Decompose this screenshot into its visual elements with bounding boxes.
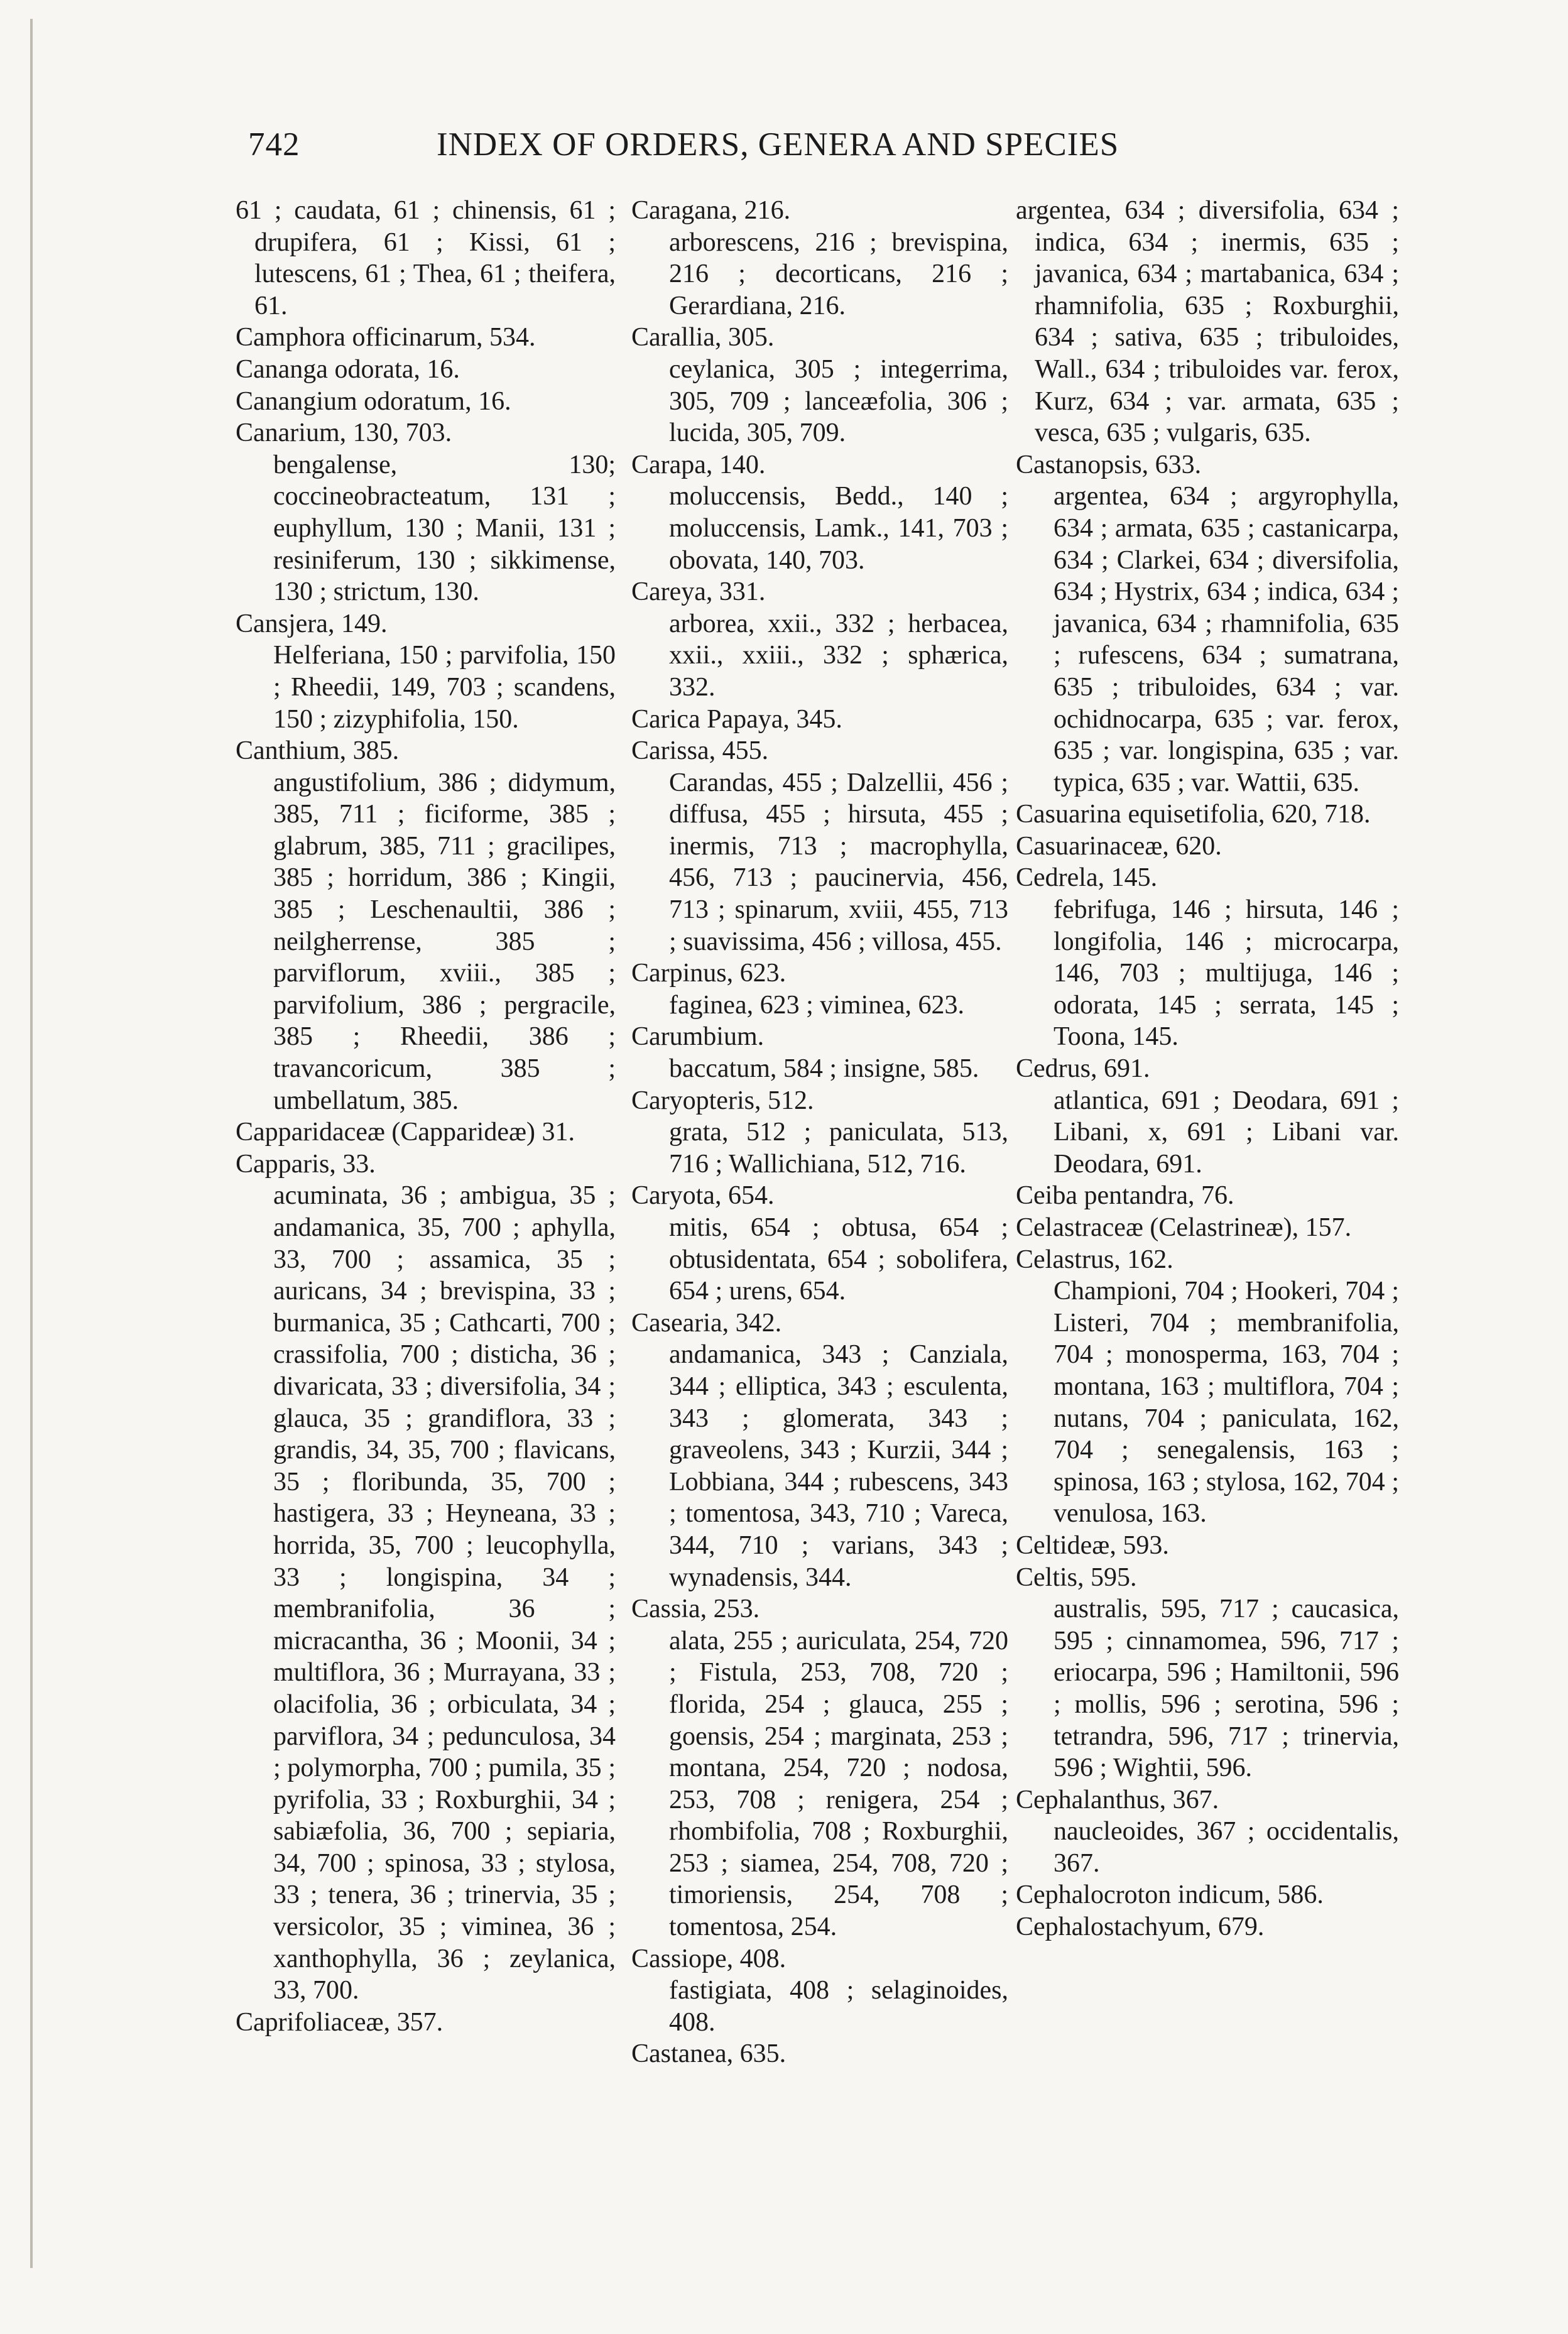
- index-entry: [1016, 831, 1399, 863]
- index-entry-head: Caragana, 216.: [631, 196, 791, 225]
- index-entry: [631, 449, 1008, 576]
- index-entry-head: Cedrela, 145.: [1016, 863, 1158, 893]
- index-entry: [1016, 1879, 1399, 1911]
- index-entry: [236, 417, 616, 608]
- index-entry: [1016, 1911, 1399, 1943]
- index-entry: [1016, 195, 1399, 449]
- index-entry: [236, 354, 616, 386]
- index-entry-subentries: arborea, xxii., 332 ; herbacea, xxii., xxiii., 332 ; sphærica, 332.: [669, 609, 1008, 702]
- index-entry-subentries: moluccensis, Bedd., 140 ; moluccensis, Lamk., 141, 703 ; obovata, 140, 703.: [669, 482, 1008, 575]
- index-entry-head: Celastrus, 162.: [1016, 1245, 1173, 1274]
- index-entry-head: Celastraceæ (Celastrineæ), 157.: [1016, 1213, 1352, 1242]
- index-entry-head: Carallia, 305.: [631, 323, 775, 352]
- index-entry-subentries: alata, 255 ; auriculata, 254, 720 ; Fistula, 253, 708, 720 ; florida, 254 ; glauca, 255 ; goensis, 254 ; marginata, 253 ; montana, 254, 720 ; nodosa, 253, 708 ; renigera, 254 ; rhombifolia, 708 ; Roxburghii, 253 ; siamea, 254, 708, 720 ; timoriensis, 254, 708 ; tomentosa, 254.: [669, 1626, 1008, 1942]
- index-entry-head: Carumbium.: [631, 1022, 765, 1052]
- index-entry-head: Cassiope, 408.: [631, 1944, 787, 1973]
- index-entry: [1016, 1784, 1399, 1880]
- index-entry-head: Cephalocroton indicum, 586.: [1016, 1880, 1324, 1910]
- index-entry-head: Capparidaceæ (Capparideæ) 31.: [236, 1118, 575, 1147]
- index-entry-subentries: febrifuga, 146 ; hirsuta, 146 ; longifolia, 146 ; microcarpa, 146, 703 ; multijuga, 146 ; odorata, 145 ; serrata, 145 ; Toona, 145.: [1054, 895, 1399, 1052]
- index-entry-head: Carapa, 140.: [631, 450, 766, 479]
- index-entry: [1016, 449, 1399, 799]
- page-title: INDEX OF ORDERS, GENERA AND SPECIES: [437, 126, 1119, 163]
- index-entry: [236, 322, 616, 354]
- index-entry-head: Casuarina equisetifolia, 620, 718.: [1016, 800, 1371, 829]
- page-number: 742: [248, 126, 300, 163]
- index-entry-head: Caryopteris, 512.: [631, 1086, 814, 1115]
- index-entry: [236, 2007, 616, 2039]
- index-entry: [631, 2038, 1008, 2070]
- index-entry-head: Cananga odorata, 16.: [236, 354, 460, 384]
- index-entry: [631, 195, 1008, 322]
- index-entry-subentries: australis, 595, 717 ; caucasica, 595 ; cinnamomea, 596, 717 ; eriocarpa, 596 ; Hamiltonii, 596 ; mollis, 596 ; serotina, 596 ; tetrandra, 596, 717 ; trinervia, 596 ; Wightii, 596.: [1054, 1595, 1399, 1783]
- index-entry-head: Canangium odoratum, 16.: [236, 386, 511, 416]
- index-entry-continuation: 61 ; caudata, 61 ; chinensis, 61 ; drupifera, 61 ; Kissi, 61 ; lutescens, 61 ; Thea, 61 ; theifera, 61.: [236, 196, 616, 320]
- index-entry: [631, 322, 1008, 449]
- index-entry: [631, 576, 1008, 703]
- index-entry-subentries: bengalense, 130; coccineobracteatum, 131 ; euphyllum, 130 ; Manii, 131 ; resiniferum, 130 ; sikkimense, 130 ; strictum, 130.: [273, 450, 616, 607]
- index-entry-head: Cephalanthus, 367.: [1016, 1785, 1219, 1814]
- index-entry-head: Carissa, 455.: [631, 736, 769, 766]
- index-entry: [236, 386, 616, 418]
- index-entry: [236, 1116, 616, 1148]
- index-entry-head: Carica Papaya, 345.: [631, 704, 842, 734]
- index-entry: [236, 735, 616, 1116]
- index-entry-subentries: acuminata, 36 ; ambigua, 35 ; andamanica, 35, 700 ; aphylla, 33, 700 ; assamica, 35 ; auricans, 34 ; brevispina, 33 ; burmanica, 35 ; Cathcarti, 700 ; crassifolia, 700 ; disticha, 36 ; divaricata, 33 ; diversifolia, 34 ; glauca, 35 ; grandiflora, 33 ; grandis, 34, 35, 700 ; flavicans, 35 ; floribunda, 35, 700 ; hastigera, 33 ; Heyneana, 33 ; horrida, 35, 700 ; leucophylla, 33 ; longispina, 34 ; membranifolia, 36 ; micracantha, 36 ; Moonii, 34 ; multiflora, 36 ; Murrayana, 33 ; olacifolia, 36 ; orbiculata, 34 ; parviflora, 34 ; pedunculosa, 34 ; polymorpha, 700 ; pumila, 35 ; pyrifolia, 33 ; Roxburghii, 34 ; sabiæfolia, 36, 700 ; sepiaria, 34, 700 ; spinosa, 33 ; stylosa, 33 ; tenera, 36 ; trinervia, 35 ; versicolor, 35 ; viminea, 36 ; xanthophylla, 36 ; zeylanica, 33, 700.: [273, 1181, 616, 2005]
- index-entry: [631, 1180, 1008, 1307]
- index-entry: [631, 1593, 1008, 1943]
- index-entry-head: Ceiba pentandra, 76.: [1016, 1181, 1234, 1211]
- index-entry: [631, 704, 1008, 736]
- index-entry-subentries: Championi, 704 ; Hookeri, 704 ; Listeri, 704 ; membranifolia, 704 ; monosperma, 163, 704 ; montana, 163 ; multiflora, 704 ; nutans, 704 ; paniculata, 162, 704 ; senegalensis, 163 ; spinosa, 163 ; stylosa, 162, 704 ; venulosa, 163.: [1054, 1277, 1399, 1529]
- index-entry-subentries: naucleoides, 367 ; occidentalis, 367.: [1054, 1817, 1399, 1878]
- index-entry: [1016, 1530, 1399, 1562]
- index-entry-subentries: andamanica, 343 ; Canziala, 344 ; elliptica, 343 ; esculenta, 343 ; glomerata, 343 ; graveolens, 343 ; Kurzii, 344 ; Lobbiana, 344 ; rubescens, 343 ; tomentosa, 343, 710 ; Vareca, 344, 710 ; varians, 343 ; wynadensis, 344.: [669, 1340, 1008, 1592]
- index-entry: [631, 1021, 1008, 1084]
- index-entry-subentries: baccatum, 584 ; insigne, 585.: [669, 1054, 979, 1084]
- index-entry: [631, 735, 1008, 957]
- index-entry-head: Cephalostachyum, 679.: [1016, 1912, 1265, 1942]
- index-entry-head: Camphora officinarum, 534.: [236, 323, 536, 352]
- index-entry-subentries: Helferiana, 150 ; parvifolia, 150 ; Rheedii, 149, 703 ; scandens, 150 ; zizyphifolia, 150.: [273, 641, 616, 734]
- index-column-1: [236, 195, 616, 2038]
- index-entry-continuation: argentea, 634 ; diversifolia, 634 ; indica, 634 ; inermis, 635 ; javanica, 634 ; martabanica, 634 ; rhamnifolia, 635 ; Roxburghii, 634 ; sativa, 635 ; tribuloides, Wall., 634 ; tribuloides var. ferox, Kurz, 634 ; var. armata, 635 ; vesca, 635 ; vulgaris, 635.: [1016, 196, 1399, 448]
- index-entry-head: Caryota, 654.: [631, 1181, 775, 1211]
- index-entry-head: Cassia, 253.: [631, 1595, 760, 1624]
- index-entry-head: Castanopsis, 633.: [1016, 450, 1202, 479]
- index-entry-subentries: angustifolium, 386 ; didymum, 385, 711 ; ficiforme, 385 ; glabrum, 385, 711 ; gracilipes, 385 ; horridum, 386 ; Kingii, 385 ; Leschenaultii, 386 ; neilgherrense, 385 ; parviflorum, xviii., 385 ; parvifolium, 386 ; pergracile, 385 ; Rheedii, 386 ; travancoricum, 385 ; umbellatum, 385.: [273, 768, 616, 1115]
- index-entry-subentries: fastigiata, 408 ; selaginoides, 408.: [669, 1976, 1008, 2037]
- index-entry: [1016, 1212, 1399, 1244]
- index-entry: [1016, 1180, 1399, 1212]
- index-entry-head: Cansjera, 149.: [236, 609, 388, 638]
- index-column-3: [1016, 195, 1399, 1943]
- index-entry: [1016, 862, 1399, 1053]
- index-entry-head: Canthium, 385.: [236, 736, 400, 766]
- index-entry: [1016, 799, 1399, 831]
- index-entry: [631, 1085, 1008, 1181]
- index-entry: [236, 608, 616, 735]
- index-entry-subentries: arborescens, 216 ; brevispina, 216 ; decorticans, 216 ; Gerardiana, 216.: [669, 227, 1008, 320]
- index-entry-head: Carpinus, 623.: [631, 959, 787, 988]
- index-entry: [1016, 1053, 1399, 1180]
- index-entry: [236, 195, 616, 322]
- index-entry-head: Capparis, 33.: [236, 1149, 376, 1179]
- index-entry-head: Celtideæ, 593.: [1016, 1530, 1169, 1560]
- index-entry-head: Canarium, 130, 703.: [236, 418, 452, 448]
- index-entry: [1016, 1244, 1399, 1530]
- index-entry: [631, 957, 1008, 1021]
- index-entry-subentries: Carandas, 455 ; Dalzellii, 456 ; diffusa, 455 ; hirsuta, 455 ; inermis, 713 ; macrophylla, 456, 713 ; paucinervia, 456, 713 ; spinarum, xviii, 455, 713 ; suavissima, 456 ; villosa, 455.: [669, 768, 1008, 956]
- index-entry-subentries: atlantica, 691 ; Deodara, 691 ; Libani, x, 691 ; Libani var. Deodara, 691.: [1054, 1086, 1399, 1179]
- index-entry-head: Casuarinaceæ, 620.: [1016, 831, 1222, 861]
- index-entry-subentries: mitis, 654 ; obtusa, 654 ; obtusidentata, 654 ; sobolifera, 654 ; urens, 654.: [669, 1213, 1008, 1306]
- index-entry-subentries: ceylanica, 305 ; integerrima, 305, 709 ; lanceæfolia, 306 ; lucida, 305, 709.: [669, 354, 1008, 448]
- index-entry: [1016, 1562, 1399, 1784]
- index-entry-subentries: faginea, 623 ; viminea, 623.: [669, 990, 965, 1020]
- index-entry-subentries: grata, 512 ; paniculata, 513, 716 ; Wallichiana, 512, 716.: [669, 1118, 1008, 1179]
- index-entry-head: Casearia, 342.: [631, 1308, 782, 1338]
- page-header: [248, 126, 1316, 176]
- index-entry-head: Caprifoliaceæ, 357.: [236, 2007, 444, 2037]
- index-entry-head: Castanea, 635.: [631, 2039, 787, 2069]
- index-entry: [631, 1943, 1008, 2039]
- index-entry-head: Cedrus, 691.: [1016, 1054, 1150, 1084]
- index-entry-subentries: argentea, 634 ; argyrophylla, 634 ; armata, 635 ; castanicarpa, 634 ; Clarkei, 634 ; diversifolia, 634 ; Hystrix, 634 ; indica, 634 ; javanica, 634 ; rhamnifolia, 635 ; rufescens, 634 ; sumatrana, 635 ; tribuloides, 634 ; var. ochidnocarpa, 635 ; var. ferox, 635 ; var. longispina, 635 ; var. typica, 635 ; var. Wattii, 635.: [1054, 482, 1399, 797]
- index-column-2: [631, 195, 1008, 2070]
- index-entry: [631, 1307, 1008, 1593]
- page-spine-shadow: [30, 19, 33, 2268]
- index-entry-head: Careya, 331.: [631, 577, 766, 607]
- index-entry: [236, 1148, 616, 2007]
- index-entry-head: Celtis, 595.: [1016, 1562, 1137, 1592]
